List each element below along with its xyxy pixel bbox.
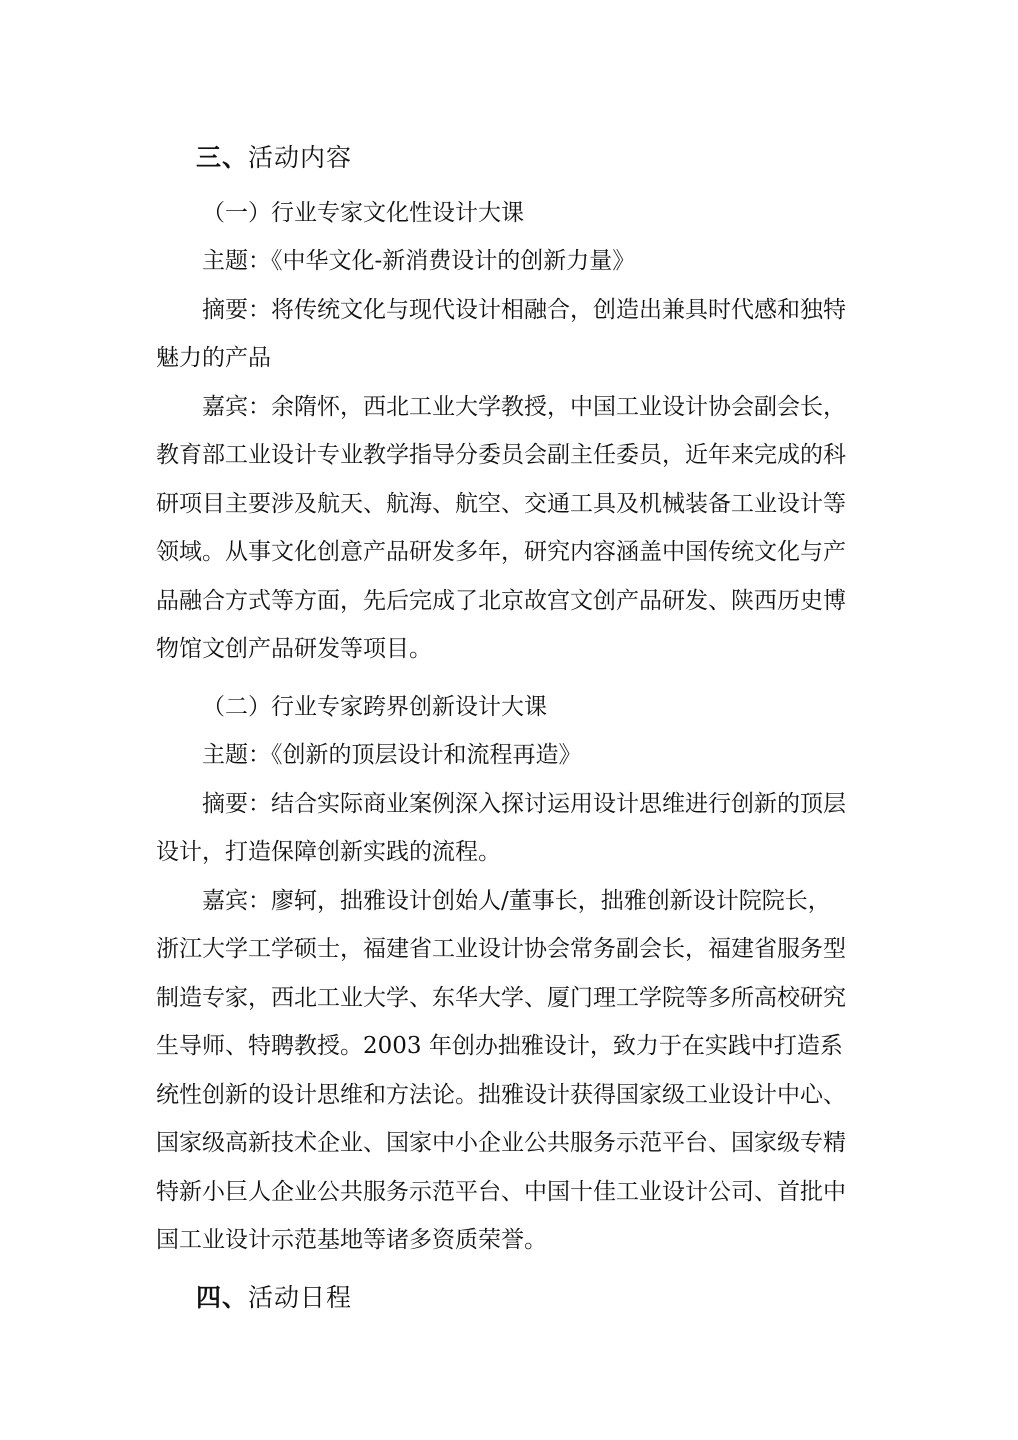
course2-guest-line: 统性创新的设计思维和方法论。拙雅设计获得国家级工业设计中心、	[156, 1082, 846, 1108]
section-title: 活动日程	[248, 1283, 353, 1312]
course2-guest-line: 国工业设计示范基地等诸多资质荣誉。	[156, 1227, 547, 1253]
course2-guest-line: 生导师、特聘教授。2003 年创办拙雅设计，致力于在实践中打造系	[156, 1033, 843, 1059]
course1-abstract-line: 摘要：将传统文化与现代设计相融合，创造出兼具时代感和独特	[202, 297, 846, 323]
course1-guest-line: 嘉宾：余隋怀，西北工业大学教授，中国工业设计协会副会长，	[202, 394, 846, 420]
course2-guest-line: 制造专家，西北工业大学、东华大学、厦门理工学院等多所高校研究	[156, 985, 846, 1011]
section-heading-activity-schedule	[196, 1278, 352, 1314]
course1-guest-line: 物馆文创产品研发等项目。	[156, 636, 432, 662]
section-heading-activity-content	[196, 138, 352, 174]
course1-topic: 主题：《中华文化-新消费设计的创新力量》	[202, 248, 636, 274]
course1-abstract-line: 魅力的产品	[156, 345, 271, 371]
section-number: 三、	[196, 143, 249, 172]
course2-abstract-line: 摘要：结合实际商业案例深入探讨运用设计思维进行创新的顶层	[202, 791, 846, 817]
course2-guest-line: 国家级高新技术企业、国家中小企业公共服务示范平台、国家级专精	[156, 1130, 846, 1156]
course2-title: （二）行业专家跨界创新设计大课	[202, 694, 547, 720]
course2-abstract-line: 设计，打造保障创新实践的流程。	[156, 839, 501, 865]
course1-guest-line: 领域。从事文化创意产品研发多年，研究内容涵盖中国传统文化与产	[156, 539, 846, 565]
section-number: 四、	[196, 1283, 249, 1312]
course2-topic: 主题：《创新的顶层设计和流程再造》	[202, 742, 582, 768]
course2-guest-line: 嘉宾：廖轲，拙雅设计创始人/董事长，拙雅创新设计院院长，	[202, 888, 831, 914]
course1-guest-line: 研项目主要涉及航天、航海、航空、交通工具及机械装备工业设计等	[156, 491, 846, 517]
course1-guest-line: 教育部工业设计专业教学指导分委员会副主任委员，近年来完成的科	[156, 442, 846, 468]
course2-guest-line: 浙江大学工学硕士，福建省工业设计协会常务副会长，福建省服务型	[156, 936, 846, 962]
section-title: 活动内容	[248, 143, 353, 172]
course2-guest-line: 特新小巨人企业公共服务示范平台、中国十佳工业设计公司、首批中	[156, 1179, 846, 1205]
course1-title: （一）行业专家文化性设计大课	[202, 200, 524, 226]
course1-guest-line: 品融合方式等方面，先后完成了北京故宫文创产品研发、陕西历史博	[156, 588, 846, 614]
